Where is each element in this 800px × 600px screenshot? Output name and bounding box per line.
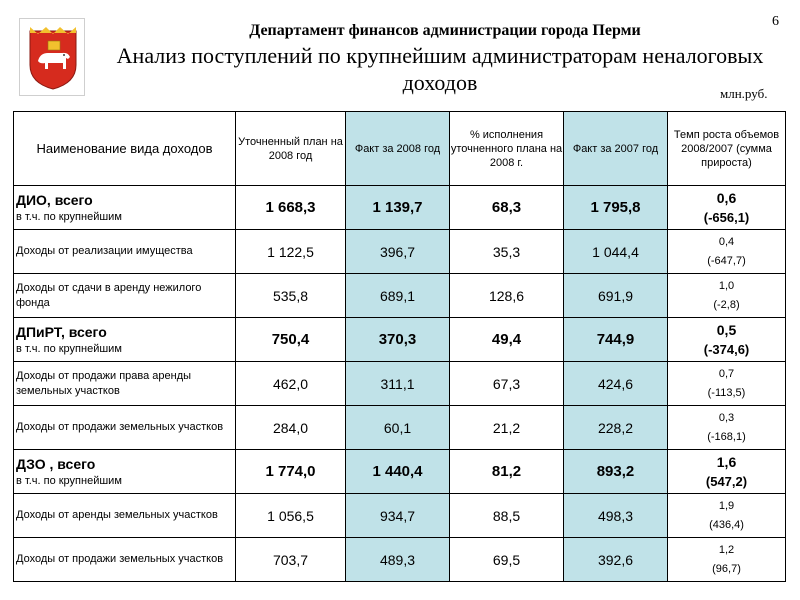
- cell-fact-2008: 1 139,7: [346, 186, 450, 230]
- header-percent-execution: % исполнения уточненного плана на 2008 г.: [450, 112, 564, 186]
- cell-growth-rate: [668, 406, 786, 450]
- income-name: Доходы от аренды земельных участков: [16, 509, 218, 521]
- cell-growth-rate: [668, 538, 786, 582]
- page-title: Анализ поступлений по крупнейшим администраторам неналоговых доходов: [116, 43, 764, 95]
- table-group-row: [14, 186, 786, 230]
- perm-coat-of-arms-icon: [26, 25, 80, 91]
- cell-fact-2008: 60,1: [346, 406, 450, 450]
- growth-value: 1,9: [718, 499, 735, 512]
- table-row: [14, 538, 786, 582]
- income-name: Доходы от реализации имущества: [16, 245, 193, 257]
- cell-fact-2008: 1 440,4: [346, 450, 450, 494]
- header-income-type: Наименование вида доходов: [14, 112, 236, 186]
- group-subtitle: в т.ч. по крупнейшим: [16, 342, 122, 355]
- increase-value: (-656,1): [703, 209, 750, 225]
- cell-fact-2007: 228,2: [564, 406, 668, 450]
- cell-income-type: [14, 362, 236, 406]
- income-name: Доходы от продажи земельных участков: [16, 421, 224, 433]
- cell-fact-2007: 744,9: [564, 318, 668, 362]
- increase-value: (-168,1): [707, 430, 746, 443]
- increase-value: (-647,7): [707, 254, 746, 267]
- cell-income-type: [14, 186, 236, 230]
- cell-fact-2008: 934,7: [346, 494, 450, 538]
- page-number: 6: [772, 14, 779, 29]
- growth-value: 0,6: [716, 189, 737, 206]
- cell-income-type: [14, 406, 236, 450]
- cell-income-type: [14, 230, 236, 274]
- cell-fact-2008: 489,3: [346, 538, 450, 582]
- cell-percent-execution: 128,6: [450, 274, 564, 318]
- cell-income-type: [14, 538, 236, 582]
- table-group-row: [14, 318, 786, 362]
- cell-plan-2008: 1 668,3: [236, 186, 346, 230]
- growth-value: 0,3: [718, 411, 735, 424]
- table-row: [14, 406, 786, 450]
- table-group-row: [14, 450, 786, 494]
- cell-fact-2008: 396,7: [346, 230, 450, 274]
- increase-value: (547,2): [705, 473, 748, 489]
- growth-value: 1,2: [718, 543, 735, 556]
- group-subtitle: в т.ч. по крупнейшим: [16, 474, 122, 487]
- table-row: [14, 362, 786, 406]
- cell-plan-2008: 462,0: [236, 362, 346, 406]
- header-fact-2008: Факт за 2008 год: [346, 112, 450, 186]
- cell-plan-2008: 535,8: [236, 274, 346, 318]
- header-fact-2007: Факт за 2007 год: [564, 112, 668, 186]
- cell-percent-execution: 88,5: [450, 494, 564, 538]
- income-name: Доходы от продажи земельных участков: [16, 553, 224, 565]
- table-row: [14, 274, 786, 318]
- increase-value: (-374,6): [703, 341, 750, 357]
- group-name: ДПиРТ, всего: [16, 323, 107, 340]
- cell-growth-rate: [668, 186, 786, 230]
- cell-plan-2008: 1 122,5: [236, 230, 346, 274]
- cell-growth-rate: [668, 362, 786, 406]
- growth-value: 0,7: [718, 367, 735, 380]
- cell-fact-2008: 311,1: [346, 362, 450, 406]
- growth-value: 0,4: [718, 235, 735, 248]
- income-name: Доходы от продажи права аренды земельных участков: [16, 369, 192, 397]
- cell-fact-2008: 370,3: [346, 318, 450, 362]
- cell-fact-2007: 1 795,8: [564, 186, 668, 230]
- cell-plan-2008: 1 774,0: [236, 450, 346, 494]
- cell-income-type: [14, 450, 236, 494]
- cell-fact-2008: 689,1: [346, 274, 450, 318]
- cell-fact-2007: 691,9: [564, 274, 668, 318]
- group-name: ДИО, всего: [16, 191, 93, 208]
- header-growth-rate: Темп роста объемов 2008/2007 (сумма прироста): [668, 112, 786, 186]
- units-label: млн.руб.: [720, 86, 768, 101]
- cell-plan-2008: 703,7: [236, 538, 346, 582]
- group-name: ДЗО , всего: [16, 455, 96, 472]
- growth-value: 1,6: [716, 453, 737, 470]
- increase-value: (96,7): [712, 562, 741, 575]
- table-row: [14, 230, 786, 274]
- cell-growth-rate: [668, 318, 786, 362]
- department-name: Департамент финансов администрации города Перми: [249, 22, 641, 39]
- cell-fact-2007: 893,2: [564, 450, 668, 494]
- cell-plan-2008: 284,0: [236, 406, 346, 450]
- table-row: [14, 494, 786, 538]
- cell-percent-execution: 21,2: [450, 406, 564, 450]
- cell-income-type: [14, 274, 236, 318]
- header-plan-2008: Уточненный план на 2008 год: [236, 112, 346, 186]
- cell-percent-execution: 49,4: [450, 318, 564, 362]
- cell-percent-execution: 69,5: [450, 538, 564, 582]
- cell-fact-2007: 424,6: [564, 362, 668, 406]
- cell-percent-execution: 68,3: [450, 186, 564, 230]
- cell-growth-rate: [668, 494, 786, 538]
- group-subtitle: в т.ч. по крупнейшим: [16, 210, 122, 223]
- cell-income-type: [14, 318, 236, 362]
- cell-fact-2007: 498,3: [564, 494, 668, 538]
- cell-growth-rate: [668, 450, 786, 494]
- income-name: Доходы от сдачи в аренду нежилого фонда: [16, 281, 202, 309]
- growth-value: 1,0: [718, 279, 735, 292]
- increase-value: (-2,8): [713, 298, 740, 311]
- cell-percent-execution: 67,3: [450, 362, 564, 406]
- cell-percent-execution: 81,2: [450, 450, 564, 494]
- cell-plan-2008: 750,4: [236, 318, 346, 362]
- growth-value: 0,5: [716, 321, 737, 338]
- cell-fact-2007: 392,6: [564, 538, 668, 582]
- increase-value: (436,4): [709, 518, 744, 531]
- cell-growth-rate: [668, 230, 786, 274]
- cell-growth-rate: [668, 274, 786, 318]
- cell-percent-execution: 35,3: [450, 230, 564, 274]
- coat-of-arms-logo: [19, 18, 85, 96]
- cell-plan-2008: 1 056,5: [236, 494, 346, 538]
- cell-income-type: [14, 494, 236, 538]
- revenue-table: [13, 111, 786, 582]
- table-header-row: [14, 112, 786, 186]
- cell-fact-2007: 1 044,4: [564, 230, 668, 274]
- increase-value: (-113,5): [707, 386, 746, 399]
